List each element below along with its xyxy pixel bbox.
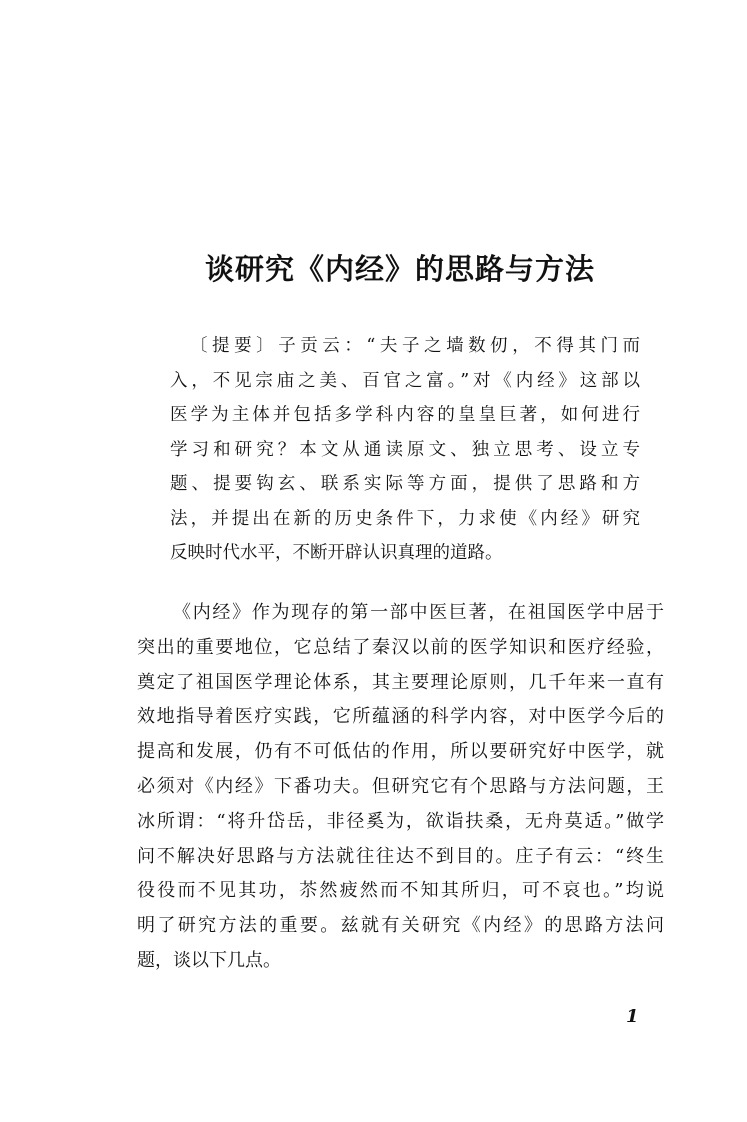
abstract-line: 法，并提出在新的历史条件下，力求使《内经》研究 xyxy=(170,508,640,529)
paragraph-line: 冰所谓：“将升岱岳，非径奚为，欲诣扶桑，无舟莫适。”做学 xyxy=(137,810,664,832)
paragraph-line: 役役而不见其功，苶然疲然而不知其所归，可不哀也。”均说 xyxy=(137,880,664,902)
paragraph-line: 《内经》作为现存的第一部中医巨著，在祖国医学中居于 xyxy=(173,602,664,623)
abstract-block xyxy=(170,329,640,571)
paragraph-line: 提高和发展，仍有不可低估的作用，所以要研究好中医学，就 xyxy=(137,741,664,763)
abstract-line: 入，不见宗庙之美、百官之富。”对《内经》这部以 xyxy=(170,370,640,391)
article-title: 谈研究《内经》的思路与方法 xyxy=(204,252,595,286)
page-number: 1 xyxy=(626,1006,639,1027)
paragraph-line: 明了研究方法的重要。兹就有关研究《内经》的思路方法问 xyxy=(137,915,664,937)
paragraph-line: 奠定了祖国医学理论体系，其主要理论原则，几千年来一直有 xyxy=(137,671,664,693)
paragraph-line: 必须对《内经》下番功夫。但研究它有个思路与方法问题，王 xyxy=(137,775,664,797)
body-paragraph xyxy=(137,596,664,979)
abstract-line: 学习和研究？本文从通读原文、独立思考、设立专 xyxy=(170,439,640,460)
abstract-line: 反映时代水平，不断开辟认识真理的道路。 xyxy=(170,543,503,563)
abstract-line: 〔提要〕子贡云：“夫子之墙数仞，不得其门而 xyxy=(190,336,640,356)
paragraph-line: 问不解决好思路与方法就往往达不到目的。庄子有云：“终生 xyxy=(137,845,664,867)
abstract-line: 题、提要钩玄、联系实际等方面，提供了思路和方 xyxy=(170,474,640,494)
paragraph-line: 题，谈以下几点。 xyxy=(137,949,281,971)
paragraph-line: 突出的重要地位，它总结了秦汉以前的医学知识和医疗经验， xyxy=(137,636,664,658)
abstract-line: 医学为主体并包括多学科内容的皇皇巨著，如何进行 xyxy=(170,405,640,425)
paragraph-line: 效地指导着医疗实践，它所蕴涵的科学内容，对中医学今后的 xyxy=(137,706,664,728)
